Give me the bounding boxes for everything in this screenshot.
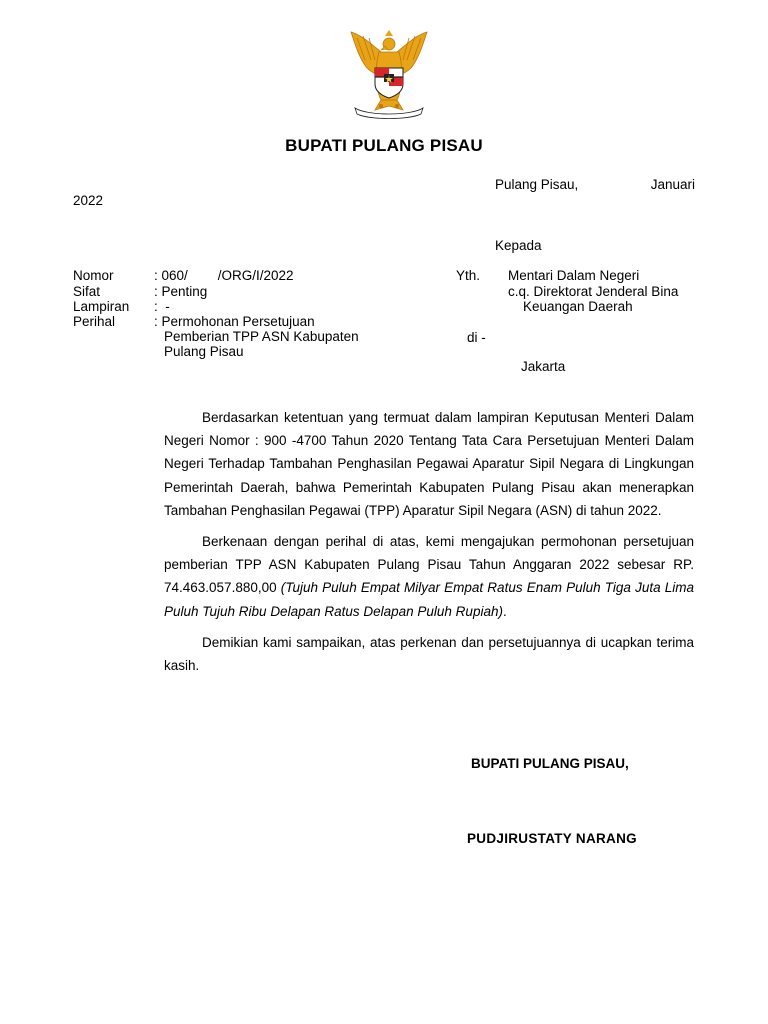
city: Jakarta [521, 359, 566, 374]
meta-value-sifat: : Penting [154, 284, 208, 299]
year: 2022 [73, 193, 104, 208]
letter-body [164, 406, 694, 685]
meta-label-nomor: Nomor [73, 268, 114, 283]
kepada-label: Kepada [495, 238, 542, 253]
meta-value-lampiran: : - [154, 299, 170, 314]
paragraph-2-end: . [502, 603, 507, 619]
meta-label-sifat: Sifat [73, 284, 101, 299]
garuda-emblem-icon [341, 28, 437, 120]
paragraph-2 [164, 530, 694, 623]
address-line-3: Keuangan Daerah [523, 299, 633, 314]
meta-label-perihal: Perihal [73, 314, 116, 329]
place: Pulang Pisau, [495, 177, 579, 192]
meta-value-nomor: : 060/ /ORG/I/2022 [154, 268, 294, 283]
signature-title: BUPATI PULANG PISAU, [471, 756, 629, 771]
meta-value-perihal: : Permohonan Persetujuan [154, 314, 315, 329]
paragraph-2-text: Berkenaan dengan perihal di atas, kemi mengajukan permohonan persetujuan pemberian TPP ASN Kabupaten Pulang Pisau Tahun Anggaran 2022 sebesar RP. 74.463.057.880,00 [164, 534, 694, 596]
yth-label: Yth. [456, 268, 481, 283]
address-line-1: Mentari Dalam Negeri [508, 268, 640, 283]
signature-name: PUDJIRUSTATY NARANG [467, 831, 637, 846]
letter-heading: BUPATI PULANG PISAU [285, 136, 483, 155]
paragraph-1: Berdasarkan ketentuan yang termuat dalam lampiran Keputusan Menteri Dalam Negeri Nomor : 900 -4700 Tahun 2020 Tentang Tata Cara Persetujuan Menteri Dalam Negeri Terhadap Tambahan Penghasilan Pegawai Aparatur Sipil Negara di Lingkungan Pemerintah Daerah, bahwa Pemerintah Kabupaten Pulang Pisau akan menerapkan Tambahan Penghasilan Pegawai (TPP) Aparatur Sipil Negara (ASN) di tahun 2022. [164, 410, 694, 518]
di-label: di - [467, 330, 486, 345]
perihal-line-3: Pulang Pisau [164, 344, 244, 359]
perihal-line-2: Pemberian TPP ASN Kabupaten [164, 329, 359, 344]
paragraph-2-amount-words: (Tujuh Puluh Empat Milyar Empat Ratus Enam Puluh Tiga Juta Lima Puluh Tujuh Ribu Delapan Ratus Delapan Puluh Rupiah) [164, 580, 695, 619]
paragraph-3: Demikian kami sampaikan, atas perkenan dan persetujuannya di ucapkan terima kasih. [164, 634, 694, 674]
address-line-2: c.q. Direktorat Jenderal Bina [508, 284, 679, 299]
meta-label-lampiran: Lampiran [73, 299, 130, 314]
month: Januari [650, 177, 695, 192]
